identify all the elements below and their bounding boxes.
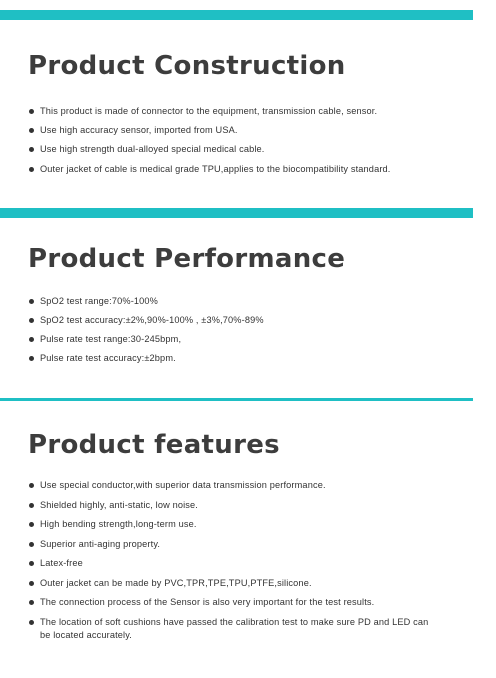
list-item-text: Use high accuracy sensor, imported from USA. xyxy=(40,125,238,136)
list-item xyxy=(0,577,440,590)
list-item xyxy=(0,518,440,531)
list-item-text: SpO2 test accuracy:±2%,90%-100% , ±3%,70%-89% xyxy=(40,315,264,325)
bullet-icon xyxy=(29,542,34,547)
list-item-text: The connection process of the Sensor is also very important for the test results. xyxy=(40,597,375,607)
bullet-icon xyxy=(29,483,34,488)
bullet-icon xyxy=(29,503,34,508)
section-divider-bar xyxy=(0,208,473,218)
list-item xyxy=(0,352,440,365)
section-divider-line xyxy=(0,398,473,401)
list-item-text: Outer jacket can be made by PVC,TPR,TPE,TPU,PTFE,silicone. xyxy=(40,577,312,588)
list-item-text: Pulse rate test range:30-245bpm, xyxy=(40,334,182,344)
list-item xyxy=(0,105,440,118)
section-title-performance: Product Performance xyxy=(28,244,346,274)
list-item-text: Shielded highly, anti-static, low noise. xyxy=(40,499,199,510)
bullet-icon xyxy=(29,356,34,361)
construction-list xyxy=(0,105,440,182)
list-item xyxy=(0,143,440,156)
list-item xyxy=(0,479,440,492)
list-item xyxy=(0,163,440,176)
bullet-icon xyxy=(29,620,34,625)
section-title-features: Product features xyxy=(28,430,280,460)
bullet-icon xyxy=(29,561,34,566)
list-item xyxy=(0,499,440,512)
bullet-icon xyxy=(29,522,34,527)
list-item xyxy=(0,124,440,137)
list-item xyxy=(0,295,440,308)
bullet-icon xyxy=(29,337,34,342)
list-item-text: High bending strength,long-term use. xyxy=(40,519,197,529)
list-item-text: The location of soft cushions have passed the calibration test to make sure PD and LED can be located accurately. xyxy=(40,616,429,640)
bullet-icon xyxy=(29,600,34,605)
list-item xyxy=(0,596,440,609)
list-item xyxy=(0,314,440,327)
list-item-text: Outer jacket of cable is medical grade TPU,applies to the biocompatibility standard. xyxy=(40,163,391,174)
features-list xyxy=(0,479,440,648)
bullet-icon xyxy=(29,299,34,304)
list-item xyxy=(0,616,440,642)
list-item xyxy=(0,333,440,346)
bullet-icon xyxy=(29,109,34,114)
bullet-icon xyxy=(29,167,34,172)
list-item-text: This product is made of connector to the equipment, transmission cable, sensor. xyxy=(40,106,378,116)
bullet-icon xyxy=(29,318,34,323)
list-item-text: Latex-free xyxy=(40,558,83,568)
bullet-icon xyxy=(29,147,34,152)
list-item-text: Pulse rate test accuracy:±2bpm. xyxy=(40,353,176,363)
performance-list xyxy=(0,295,440,371)
section-title-construction: Product Construction xyxy=(28,51,346,81)
list-item-text: Use special conductor,with superior data transmission performance. xyxy=(40,480,326,490)
bullet-icon xyxy=(29,128,34,133)
list-item-text: Use high strength dual-alloyed special medical cable. xyxy=(40,144,265,155)
list-item xyxy=(0,557,440,570)
bullet-icon xyxy=(29,581,34,586)
list-item xyxy=(0,538,440,551)
section-divider-bar xyxy=(0,10,473,20)
list-item-text: Superior anti-aging property. xyxy=(40,538,161,549)
list-item-text: SpO2 test range:70%-100% xyxy=(40,296,159,306)
